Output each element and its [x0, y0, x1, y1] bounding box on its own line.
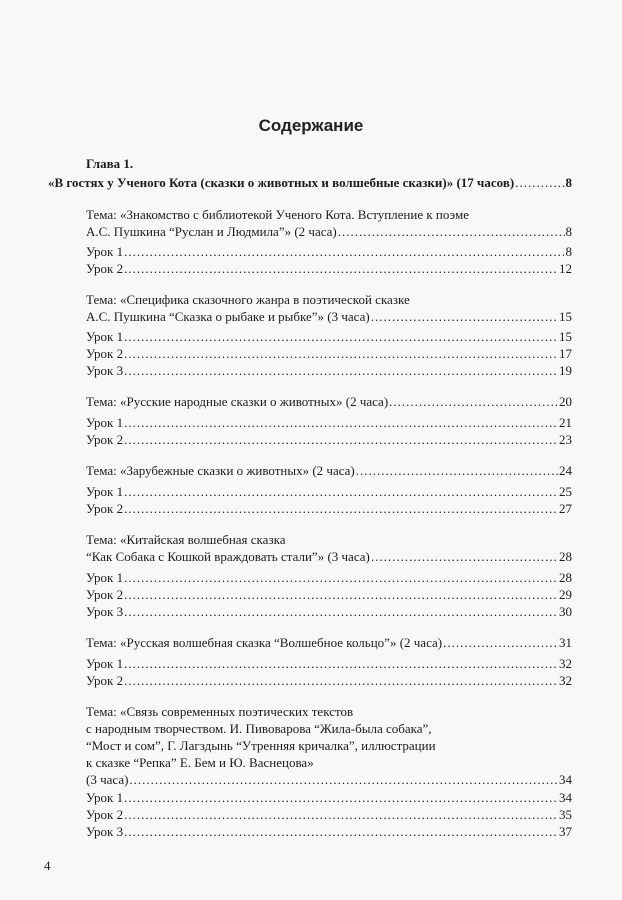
- lesson-label: Урок 2: [86, 587, 124, 602]
- lesson-entry: [86, 363, 572, 378]
- chapter-page: 8: [565, 175, 572, 190]
- lesson-entry: [86, 587, 572, 602]
- leader-dots: [124, 824, 558, 839]
- topic-page: 8: [565, 224, 572, 239]
- topic-title: Тема: «Русская волшебная сказка “Волшебное кольцо”» (2 часа): [86, 635, 443, 650]
- lesson-label: Урок 2: [86, 673, 124, 688]
- lesson-label: Урок 1: [86, 656, 124, 671]
- lesson-label: Урок 2: [86, 432, 124, 447]
- leader-dots: [124, 261, 558, 276]
- lesson-page: 15: [559, 329, 572, 344]
- leader-dots: [124, 656, 558, 671]
- lesson-entry: [86, 329, 572, 344]
- chapter-heading: Глава 1.: [86, 156, 134, 171]
- lesson-page: 23: [559, 432, 572, 447]
- lesson-entry: [86, 346, 572, 361]
- leader-dots: [124, 604, 558, 619]
- lesson-page: 25: [559, 484, 572, 499]
- leader-dots: [124, 807, 558, 822]
- lesson-entry: [86, 415, 572, 430]
- topic-title-line: с народным творчеством. И. Пивоварова “Жила-была собака”,: [86, 721, 432, 736]
- lesson-page: 29: [559, 587, 572, 602]
- leader-dots: [371, 309, 558, 324]
- lesson-entry: [86, 807, 572, 822]
- leader-dots: [124, 484, 558, 499]
- lesson-entry: [86, 501, 572, 516]
- page-title: Содержание: [258, 116, 364, 135]
- leader-dots: [124, 570, 558, 585]
- lesson-entry: [86, 604, 572, 619]
- topic-title-line: Тема: «Связь современных поэтических текстов: [86, 704, 354, 719]
- lesson-page: 37: [559, 824, 572, 839]
- lesson-label: Урок 3: [86, 824, 124, 839]
- leader-dots: [515, 175, 564, 190]
- lesson-page: 17: [559, 346, 572, 361]
- leader-dots: [371, 549, 558, 564]
- leader-dots: [124, 415, 558, 430]
- page-number: 4: [44, 858, 51, 873]
- lesson-label: Урок 1: [86, 570, 124, 585]
- topic-entry: [86, 394, 572, 409]
- lesson-entry: [86, 673, 572, 688]
- lesson-page: 32: [559, 673, 572, 688]
- topic-title-line: к сказке “Репка” Е. Бем и Ю. Васнецова»: [86, 755, 314, 770]
- chapter-name: «В гостях у Ученого Кота (сказки о животных и волшебные сказки)» (17 часов): [48, 175, 515, 190]
- topic-title: А.С. Пушкина “Сказка о рыбаке и рыбке”» (3 часа): [86, 309, 370, 324]
- lesson-label: Урок 3: [86, 604, 124, 619]
- topic-entry: [86, 309, 572, 324]
- leader-dots: [124, 244, 564, 259]
- topic-page: 28: [559, 549, 572, 564]
- leader-dots: [129, 772, 558, 787]
- lesson-page: 12: [559, 261, 572, 276]
- leader-dots: [124, 329, 558, 344]
- lesson-label: Урок 1: [86, 790, 124, 805]
- chapter-entry: [48, 175, 572, 190]
- topic-page: 15: [559, 309, 572, 324]
- lesson-page: 34: [559, 790, 572, 805]
- lesson-page: 21: [559, 415, 572, 430]
- topic-title: Тема: «Зарубежные сказки о животных» (2 часа): [86, 463, 355, 478]
- leader-dots: [124, 587, 558, 602]
- topic-title: (3 часа): [86, 772, 129, 787]
- lesson-label: Урок 2: [86, 261, 124, 276]
- lesson-page: 28: [559, 570, 572, 585]
- leader-dots: [124, 432, 558, 447]
- leader-dots: [124, 501, 558, 516]
- lesson-entry: [86, 432, 572, 447]
- lesson-page: 19: [559, 363, 572, 378]
- lesson-label: Урок 1: [86, 244, 124, 259]
- lesson-label: Урок 1: [86, 329, 124, 344]
- topic-title-line: Тема: «Знакомство с библиотекой Ученого Кота. Вступление к поэме: [86, 207, 470, 222]
- lesson-page: 8: [565, 244, 572, 259]
- leader-dots: [124, 790, 558, 805]
- topic-entry: [86, 772, 572, 787]
- topic-entry: [86, 224, 572, 239]
- topic-page: 31: [559, 635, 572, 650]
- lesson-page: 27: [559, 501, 572, 516]
- lesson-label: Урок 1: [86, 415, 124, 430]
- topic-title: “Как Собака с Кошкой враждовать стали”» (3 часа): [86, 549, 370, 564]
- topic-title: Тема: «Русские народные сказки о животных» (2 часа): [86, 394, 389, 409]
- leader-dots: [356, 463, 558, 478]
- leader-dots: [443, 635, 558, 650]
- topic-entry: [86, 463, 572, 478]
- lesson-entry: [86, 656, 572, 671]
- topic-title-line: Тема: «Специфика сказочного жанра в поэтической сказке: [86, 292, 410, 307]
- leader-dots: [338, 224, 565, 239]
- lesson-label: Урок 1: [86, 484, 124, 499]
- lesson-label: Урок 2: [86, 346, 124, 361]
- topic-page: 34: [559, 772, 572, 787]
- topic-title-line: Тема: «Китайская волшебная сказка: [86, 532, 286, 547]
- lesson-entry: [86, 261, 572, 276]
- lesson-label: Урок 3: [86, 363, 124, 378]
- lesson-page: 30: [559, 604, 572, 619]
- topic-entry: [86, 635, 572, 650]
- leader-dots: [124, 673, 558, 688]
- lesson-entry: [86, 824, 572, 839]
- leader-dots: [124, 346, 558, 361]
- lesson-entry: [86, 244, 572, 259]
- lesson-label: Урок 2: [86, 807, 124, 822]
- lesson-page: 32: [559, 656, 572, 671]
- topic-title: А.С. Пушкина “Руслан и Людмила”» (2 часа): [86, 224, 337, 239]
- topic-entry: [86, 549, 572, 564]
- lesson-entry: [86, 484, 572, 499]
- lesson-entry: [86, 570, 572, 585]
- lesson-entry: [86, 790, 572, 805]
- leader-dots: [389, 394, 558, 409]
- leader-dots: [124, 363, 558, 378]
- lesson-label: Урок 2: [86, 501, 124, 516]
- topic-page: 20: [559, 394, 572, 409]
- topic-page: 24: [559, 463, 572, 478]
- lesson-page: 35: [559, 807, 572, 822]
- topic-title-line: “Мост и сом”, Г. Лагздынь “Утренняя кричалка”, иллюстрации: [86, 738, 436, 753]
